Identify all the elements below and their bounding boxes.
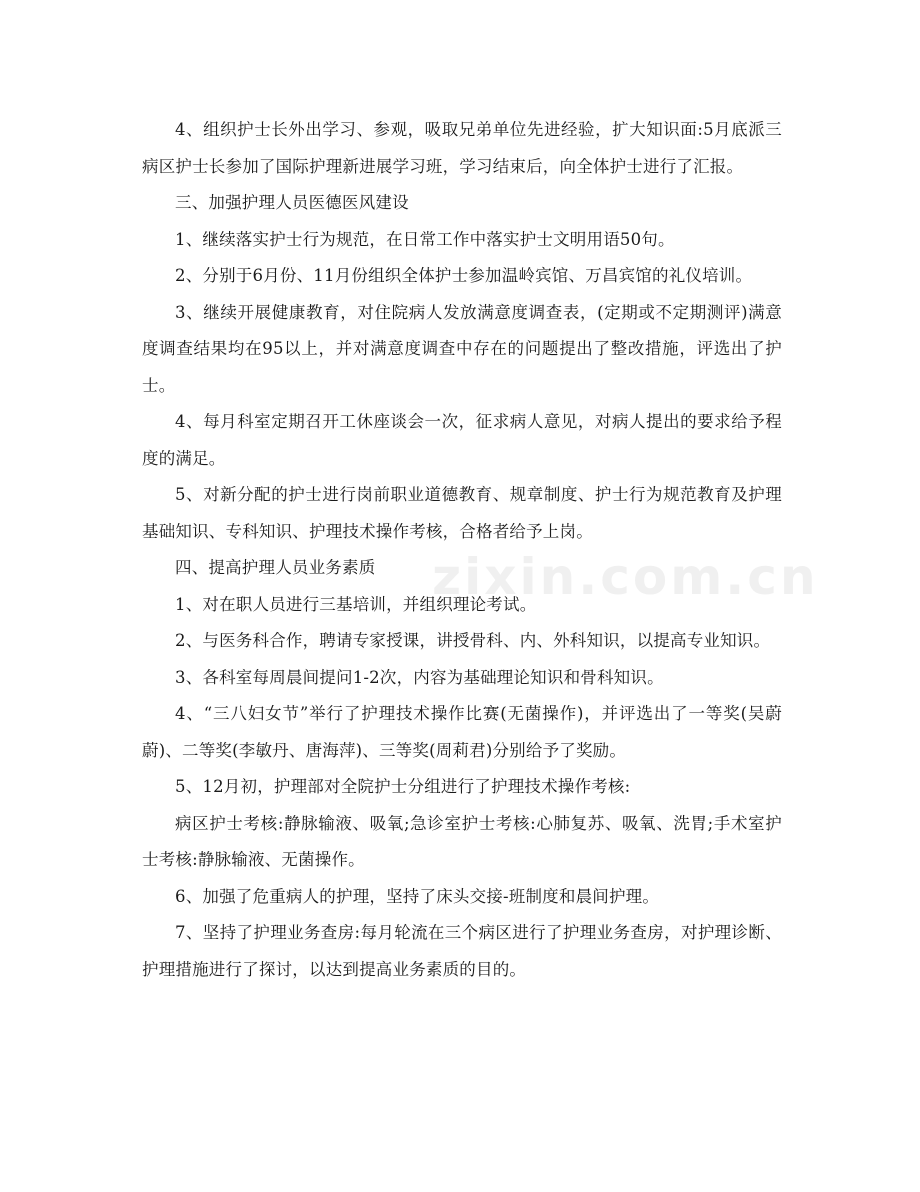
paragraph-ethics-5: 5、对新分配的护士进行岗前职业道德教育、规章制度、护士行为规范教育及护理基础知识、专科知识、护理技术操作考核，合格者给予上岗。 — [142, 485, 782, 541]
paragraph-ethics-2: 2、分别于6月份、11月份组织全体护士参加温岭宾馆、万昌宾馆的礼仪培训。 — [175, 266, 753, 285]
paragraph-quality-2: 2、与医务科合作，聘请专家授课，讲授骨科、内、外科知识，以提高专业知识。 — [175, 631, 771, 650]
paragraph-item-4-training: 4、组织护士长外出学习、参观，吸取兄弟单位先进经验，扩大知识面:5月底派三病区护士长参加了国际护理新进展学习班，学习结束后，向全体护士进行了汇报。 — [142, 120, 782, 176]
paragraph-quality-5: 5、12月初，护理部对全院护士分组进行了护理技术操作考核: — [175, 777, 631, 796]
paragraph-quality-5-detail: 病区护士考核:静脉输液、吸氧;急诊室护士考核:心肺复苏、吸氧、洗胃;手术室护士考核:静脉输液、无菌操作。 — [142, 813, 782, 869]
watermark-text: zixin.com.cn — [432, 548, 819, 606]
paragraph-quality-3: 3、各科室每周晨间提问1-2次，内容为基础理论知识和骨科知识。 — [175, 667, 664, 687]
paragraph-quality-4: 4、“三八妇女节”举行了护理技术操作比赛(无菌操作)，并评选出了一等奖(吴蔚蔚)、二等奖(李敏丹、唐海萍)、三等奖(周莉君)分别给予了奖励。 — [142, 704, 782, 760]
document-body — [142, 112, 782, 988]
paragraph-ethics-3: 3、继续开展健康教育，对住院病人发放满意度调查表，(定期或不定期测评)满意度调查结果均在95以上，并对满意度调查中存在的问题提出了整改措施，评选出了护士。 — [142, 302, 782, 395]
paragraph-quality-1: 1、对在职人员进行三基培训，并组织理论考试。 — [175, 594, 537, 614]
section-heading-3: 三、加强护理人员医德医风建设 — [175, 193, 409, 212]
paragraph-ethics-4: 4、每月科室定期召开工休座谈会一次，征求病人意见，对病人提出的要求给予程度的满足。 — [142, 412, 782, 468]
paragraph-ethics-1: 1、继续落实护士行为规范，在日常工作中落实护士文明用语50句。 — [175, 229, 675, 249]
paragraph-quality-7: 7、坚持了护理业务查房:每月轮流在三个病区进行了护理业务查房，对护理诊断、护理措施进行了探讨，以达到提高业务素质的目的。 — [142, 923, 782, 979]
section-heading-4: 四、提高护理人员业务素质 — [175, 558, 376, 577]
paragraph-quality-6: 6、加强了危重病人的护理，坚持了床头交接-班制度和晨间护理。 — [175, 886, 660, 906]
